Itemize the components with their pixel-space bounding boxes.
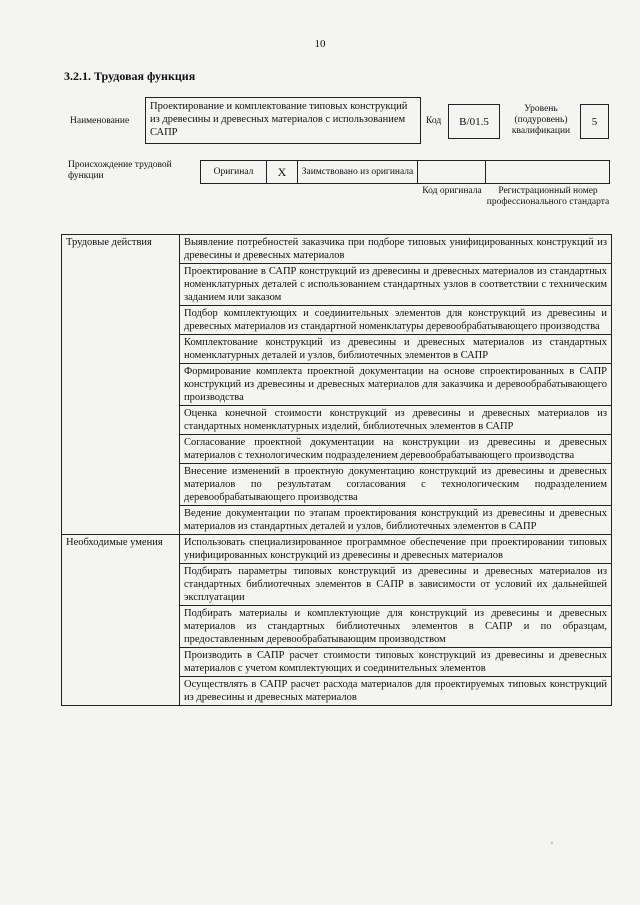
table-row xyxy=(62,677,612,706)
page-number: 10 xyxy=(314,38,326,50)
category-cell xyxy=(62,677,180,706)
function-name-box xyxy=(145,97,421,144)
origin-original-cell xyxy=(201,161,267,183)
origin-row xyxy=(200,160,610,184)
origin-label: Происхождение трудовой функции xyxy=(68,160,172,181)
table-row xyxy=(62,364,612,406)
table-row xyxy=(62,264,612,306)
category-cell xyxy=(62,264,180,306)
item-cell: Производить в САПР расчет стоимости типовых конструкций из древесины и древесных материалов с учетом комплектующих и соединительных элементов xyxy=(180,648,612,677)
level-value: 5 xyxy=(591,115,598,128)
level-label: Уровень (подуровень) квалификации xyxy=(511,104,571,136)
table-row xyxy=(62,306,612,335)
item-cell: Осуществлять в САПР расчет расхода материалов для проектируемых типовых конструкций из древесины и древесных материалов xyxy=(180,677,612,706)
category-cell xyxy=(62,406,180,435)
table-row xyxy=(62,564,612,606)
category-cell xyxy=(62,506,180,535)
category-cell xyxy=(62,306,180,335)
code-box xyxy=(448,104,500,139)
table-row xyxy=(62,235,612,264)
category-cell xyxy=(62,364,180,406)
item-cell: Согласование проектной документации на конструкции из древесины и древесных материалов с технологическим подразделением деревообрабатывающего производства xyxy=(180,435,612,464)
table-row xyxy=(62,535,612,564)
function-name-value: Проектирование и комплектование типовых конструкций из древесины и древесных материалов с использованием САПР xyxy=(150,101,408,138)
category-cell xyxy=(62,335,180,364)
section-title: 3.2.1. Трудовая функция xyxy=(64,69,196,83)
level-box xyxy=(580,104,609,139)
item-cell: Проектирование в САПР конструкций из древесины и древесных материалов из стандартных номенклатурных деталей с использованием стандартных узлов в соответствии с техническим заданием или заказом xyxy=(180,264,612,306)
item-cell: Оценка конечной стоимости конструкций из древесины и древесных материалов из стандартных номенклатурных изделий, библиотечных элементов в САПР xyxy=(180,406,612,435)
table-row xyxy=(62,506,612,535)
category-cell xyxy=(62,648,180,677)
origin-reg-number-cell xyxy=(486,161,609,183)
origin-mark-cell xyxy=(267,161,298,183)
item-cell: Выявление потребностей заказчика при подборе типовых унифицированных конструкций из древесины и древесных материалов xyxy=(180,235,612,264)
origin-original-label: Оригинал xyxy=(213,167,254,177)
item-cell: Внесение изменений в проектную документацию конструкций из древесины и древесных материалов по результатам согласования с технологическим подразделением деревообрабатывающего производства xyxy=(180,464,612,506)
category-cell xyxy=(62,606,180,648)
table-row xyxy=(62,406,612,435)
function-table xyxy=(61,234,612,706)
category-cell: Необходимые умения xyxy=(62,535,180,564)
table-row xyxy=(62,648,612,677)
item-cell: Формирование комплекта проектной документации на основе спроектированных в САПР конструкций из древесины и древесных материалов для заказчика и деревообрабатывающего производства xyxy=(180,364,612,406)
code-label: Код xyxy=(426,116,442,126)
reg-number-caption: Регистрационный номер профессионального стандарта xyxy=(486,186,610,207)
scan-mark: , xyxy=(551,836,553,845)
item-cell: Комплектование конструкций из древесины и древесных материалов из стандартных номенклатурных деталей и узлов, библиотечных элементов в САПР xyxy=(180,335,612,364)
category-cell: Трудовые действия xyxy=(62,235,180,264)
code-original-caption: Код оригинала xyxy=(422,186,482,196)
item-cell: Подбор комплектующих и соединительных элементов для конструкций из древесины и древесных материалов из стандартной номенклатуры деревообрабатывающего производства xyxy=(180,306,612,335)
category-cell xyxy=(62,435,180,464)
name-label: Наименование xyxy=(70,116,130,126)
category-cell xyxy=(62,564,180,606)
origin-borrowed-cell xyxy=(298,161,418,183)
table-row xyxy=(62,435,612,464)
table-row xyxy=(62,464,612,506)
item-cell: Подбирать материалы и комплектующие для конструкций из древесины и древесных материалов из стандартных библиотечных элементов в САПР и по образцам, предоставленным деревообрабатывающим производством xyxy=(180,606,612,648)
table-row xyxy=(62,335,612,364)
origin-code-cell xyxy=(418,161,486,183)
item-cell: Ведение документации по этапам проектирования конструкций из древесины и древесных материалов из стандартных деталей и узлов, библиотечных элементов в САПР xyxy=(180,506,612,535)
code-value: B/01.5 xyxy=(459,115,489,128)
category-cell xyxy=(62,464,180,506)
origin-borrowed-label: Заимствовано из оригинала xyxy=(301,167,414,177)
item-cell: Подбирать параметры типовых конструкций из древесины и древесных материалов из стандартных библиотечных элементов в САПР в зависимости от условий их дальнейшей эксплуатации xyxy=(180,564,612,606)
table-row xyxy=(62,606,612,648)
item-cell: Использовать специализированное программное обеспечение при проектировании типовых унифицированных конструкций из древесины и древесных материалов xyxy=(180,535,612,564)
origin-mark: X xyxy=(277,165,287,179)
